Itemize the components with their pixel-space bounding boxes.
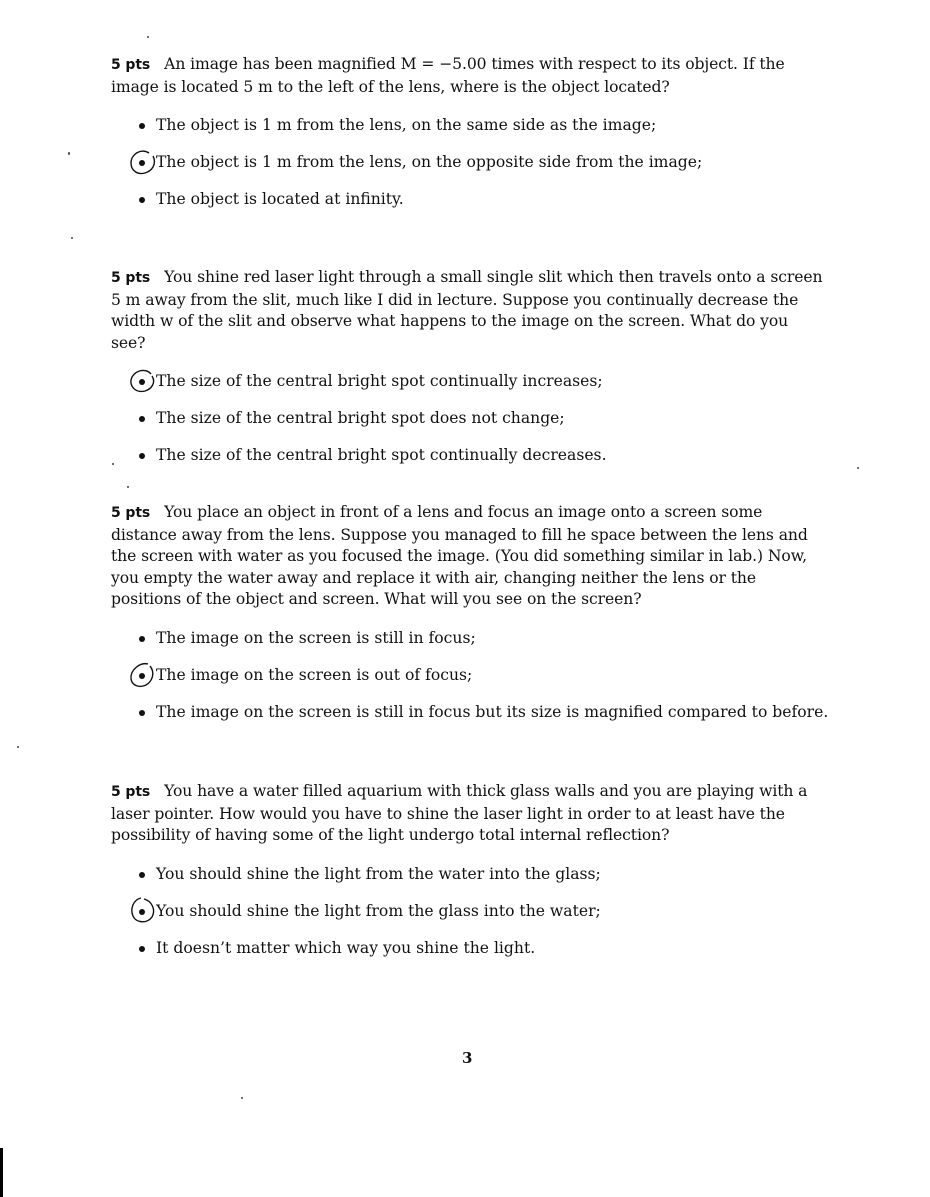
- option-text: The object is 1 m from the lens, on the same side as the image;: [156, 116, 657, 134]
- option-text: It doesn’t matter which way you shine the light.: [156, 938, 536, 957]
- bullet-icon: [139, 123, 145, 129]
- question-2: [111, 267, 823, 482]
- question-1-option-2[interactable]: [111, 152, 823, 189]
- option-text: The image on the screen is still in focus;: [156, 628, 476, 647]
- option-text: You should shine the light from the glass into the water;: [156, 901, 601, 920]
- question-2-option-2[interactable]: [111, 408, 823, 445]
- option-text: The size of the central bright spot continually decreases.: [156, 446, 607, 464]
- option-text: The object is located at infinity.: [156, 190, 404, 208]
- bullet-icon: [139, 673, 145, 679]
- question-4-stem: [111, 781, 823, 847]
- scan-speck: [71, 237, 73, 239]
- bullet-icon: [139, 160, 145, 166]
- question-3-points: 5 pts: [111, 505, 151, 521]
- question-4-option-1[interactable]: [111, 864, 823, 901]
- question-4-points: 5 pts: [111, 784, 151, 800]
- question-3-option-2[interactable]: [111, 665, 823, 702]
- question-3-text: You place an object in front of a lens and focus an image onto a screen some distance away from the lens. Suppose you managed to fill he space between the lens and the screen with water as you focused the image. (You did something similar in lab.) Now, you empty the water away and replace it with air, changing neither the lens or the positions of the object and screen. What will you see on the screen?: [111, 503, 808, 608]
- question-1-option-1[interactable]: [111, 115, 823, 152]
- scan-speck: [147, 36, 149, 38]
- bullet-icon: [139, 379, 145, 385]
- question-2-points: 5 pts: [111, 270, 151, 286]
- question-2-option-3[interactable]: [111, 445, 823, 482]
- question-1-points: 5 pts: [111, 57, 151, 73]
- option-text: You should shine the light from the water into the glass;: [156, 864, 601, 883]
- question-3-option-3[interactable]: [111, 702, 829, 739]
- bullet-icon: [139, 636, 145, 642]
- scan-speck: [68, 152, 70, 155]
- bullet-icon: [139, 946, 145, 952]
- question-1-option-3[interactable]: [111, 189, 823, 226]
- question-1: [111, 54, 823, 226]
- scan-speck: [241, 1097, 243, 1099]
- option-text: The image on the screen is out of focus;: [156, 665, 473, 684]
- bullet-icon: [139, 710, 145, 716]
- page-number: 3: [462, 1049, 473, 1067]
- scan-speck: [857, 467, 859, 469]
- bullet-icon: [139, 197, 145, 203]
- question-3: [111, 502, 829, 739]
- question-4-option-3[interactable]: [111, 938, 823, 975]
- option-text: The size of the central bright spot does not change;: [156, 409, 565, 427]
- scan-speck: [112, 463, 114, 465]
- bullet-icon: [139, 453, 145, 459]
- option-text: The size of the central bright spot continually increases;: [156, 372, 603, 390]
- question-1-stem: [111, 54, 823, 98]
- option-text: The object is 1 m from the lens, on the opposite side from the image;: [156, 153, 703, 171]
- scan-speck: [127, 486, 129, 488]
- question-3-stem: [111, 502, 823, 611]
- question-4: [111, 781, 823, 975]
- scan-speck: [17, 746, 19, 748]
- question-2-stem: [111, 267, 823, 354]
- question-4-text: You have a water filled aquarium with thick glass walls and you are playing with a laser pointer. How would you have to shine the laser light in order to at least have the possibility of having some of the light undergo total internal reflection?: [111, 782, 808, 844]
- bullet-icon: [139, 872, 145, 878]
- question-1-text: An image has been magnified M = −5.00 times with respect to its object. If the image is located 5 m to the left of the lens, where is the object located?: [111, 55, 785, 96]
- option-text: The image on the screen is still in focus but its size is magnified compared to before.: [156, 702, 829, 721]
- question-2-text: You shine red laser light through a small single slit which then travels onto a screen 5 m away from the slit, much like I did in lecture. Suppose you continually decrease the width w of the slit and observe what happens to the image on the screen. What do you see?: [111, 268, 823, 352]
- scan-edge-mark: [0, 1148, 3, 1197]
- question-2-option-1[interactable]: [111, 371, 823, 408]
- question-4-option-2[interactable]: [111, 901, 823, 938]
- bullet-icon: [139, 416, 145, 422]
- question-3-option-1[interactable]: [111, 628, 823, 665]
- bullet-icon: [139, 909, 145, 915]
